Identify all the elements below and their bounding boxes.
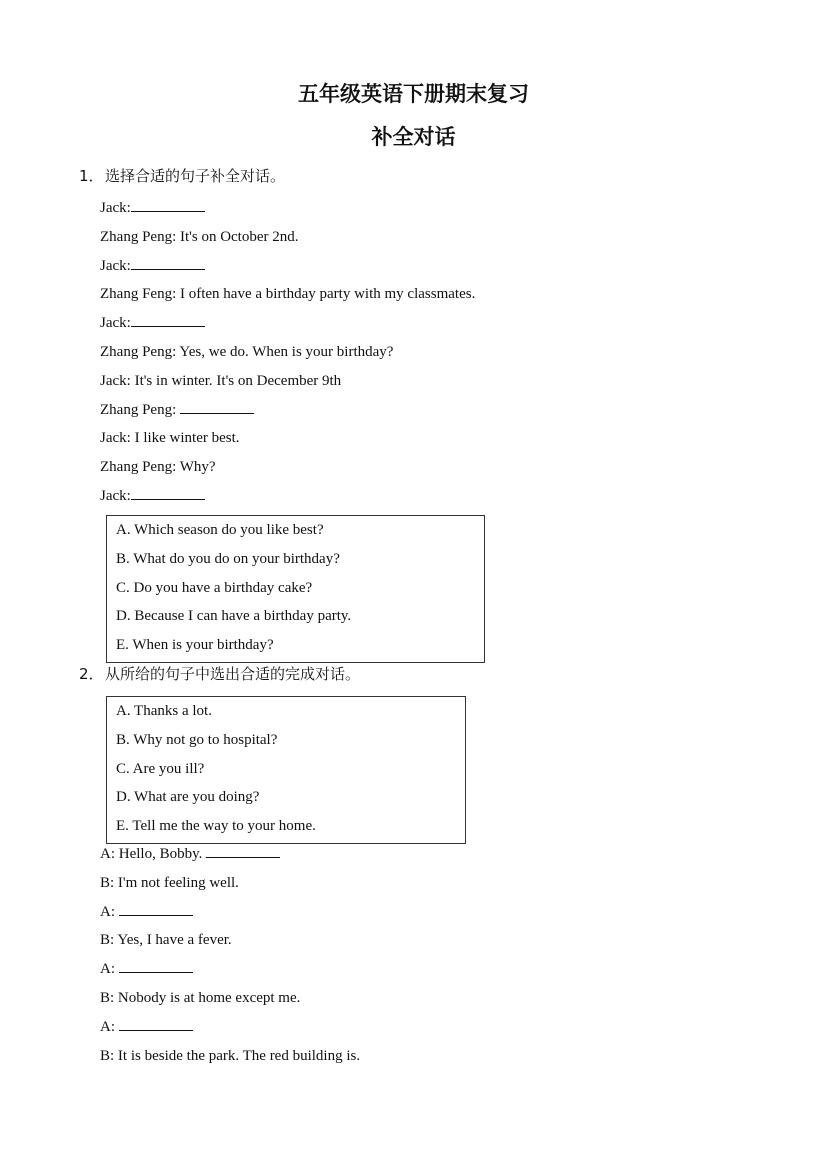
dialogue-line <box>100 252 475 281</box>
dialogue-line-text: Jack: <box>100 487 131 504</box>
dialogue-line <box>100 309 475 338</box>
answer-option: A. Thanks a lot. <box>116 703 212 719</box>
question-1-dialogue <box>100 194 475 511</box>
dialogue-line <box>100 898 360 927</box>
dialogue-line <box>100 1042 360 1071</box>
dialogue-line-text: B: Nobody is at home except me. <box>100 989 301 1006</box>
dialogue-line <box>100 280 475 309</box>
dialogue-line-text: Zhang Feng: I often have a birthday party with my classmates. <box>100 286 476 303</box>
dialogue-line <box>100 926 360 955</box>
question-1-heading <box>79 166 285 186</box>
answer-option: E. When is your birthday? <box>116 637 274 654</box>
dialogue-line <box>100 338 475 367</box>
dialogue-line <box>100 1013 360 1042</box>
page-title: 五年级英语下册期末复习 <box>298 81 529 106</box>
answer-blank[interactable] <box>131 483 205 500</box>
dialogue-line <box>100 396 475 425</box>
dialogue-line <box>100 840 360 869</box>
answer-blank[interactable] <box>119 899 193 916</box>
answer-option: B. Why not go to hospital? <box>116 731 278 748</box>
question-1-options-box <box>106 515 485 663</box>
question-2-options <box>107 697 465 841</box>
dialogue-line <box>100 367 475 396</box>
answer-blank[interactable] <box>131 310 205 327</box>
question-2-heading <box>79 664 360 684</box>
answer-blank[interactable] <box>206 841 280 858</box>
dialogue-line-text: Jack: It's in winter. It's on December 9th <box>100 372 342 389</box>
answer-blank[interactable] <box>180 397 254 414</box>
dialogue-line-text: Jack: <box>100 257 131 274</box>
answer-option: B. What do you do on your birthday? <box>116 550 340 567</box>
dialogue-line-text: Zhang Peng: <box>100 401 180 418</box>
answer-option: E. Tell me the way to your home. <box>116 818 316 835</box>
question-1-instruction: 选择合适的句子补全对话。 <box>105 167 286 185</box>
dialogue-line <box>100 223 475 252</box>
dialogue-line <box>100 453 475 482</box>
dialogue-line <box>100 869 360 898</box>
dialogue-line-text: B: I'm not feeling well. <box>100 874 239 891</box>
answer-blank[interactable] <box>119 956 193 973</box>
dialogue-line-text: Jack: <box>100 200 131 216</box>
answer-option: D. What are you doing? <box>116 789 260 806</box>
question-2-dialogue <box>100 840 360 1070</box>
question-2-instruction: 从所给的句子中选出合适的完成对话。 <box>105 665 361 683</box>
dialogue-line-text: A: Hello, Bobby. <box>100 846 207 862</box>
dialogue-line-text: Jack: <box>100 315 131 332</box>
dialogue-line-text: B: It is beside the park. The red building is. <box>100 1047 361 1064</box>
dialogue-line <box>100 194 475 223</box>
dialogue-line <box>100 955 360 984</box>
question-2-number: 2． <box>79 665 104 683</box>
dialogue-line-text: B: Yes, I have a fever. <box>100 932 232 949</box>
answer-option: D. Because I can have a birthday party. <box>116 608 352 625</box>
question-1-number: 1． <box>79 167 104 185</box>
dialogue-line <box>100 424 475 453</box>
dialogue-line-text: Zhang Peng: Yes, we do. When is your birthday? <box>100 343 394 360</box>
answer-option: C. Are you ill? <box>116 760 205 777</box>
answer-option: A. Which season do you like best? <box>116 522 324 538</box>
answer-blank[interactable] <box>119 1014 193 1031</box>
page-subtitle: 补全对话 <box>371 124 456 149</box>
question-2-options-box <box>106 696 466 844</box>
answer-option: C. Do you have a birthday cake? <box>116 579 313 596</box>
dialogue-line <box>100 984 360 1013</box>
answer-blank[interactable] <box>131 253 205 270</box>
dialogue-line-text: Zhang Peng: It's on October 2nd. <box>100 228 299 245</box>
dialogue-line-text: A: <box>100 961 119 978</box>
dialogue-line-text: A: <box>100 1018 119 1035</box>
question-1-options <box>107 516 484 660</box>
dialogue-line-text: Zhang Peng: Why? <box>100 459 216 476</box>
answer-blank[interactable] <box>131 195 205 212</box>
dialogue-line-text: Jack: I like winter best. <box>100 430 240 447</box>
dialogue-line <box>100 482 475 511</box>
dialogue-line-text: A: <box>100 903 119 920</box>
